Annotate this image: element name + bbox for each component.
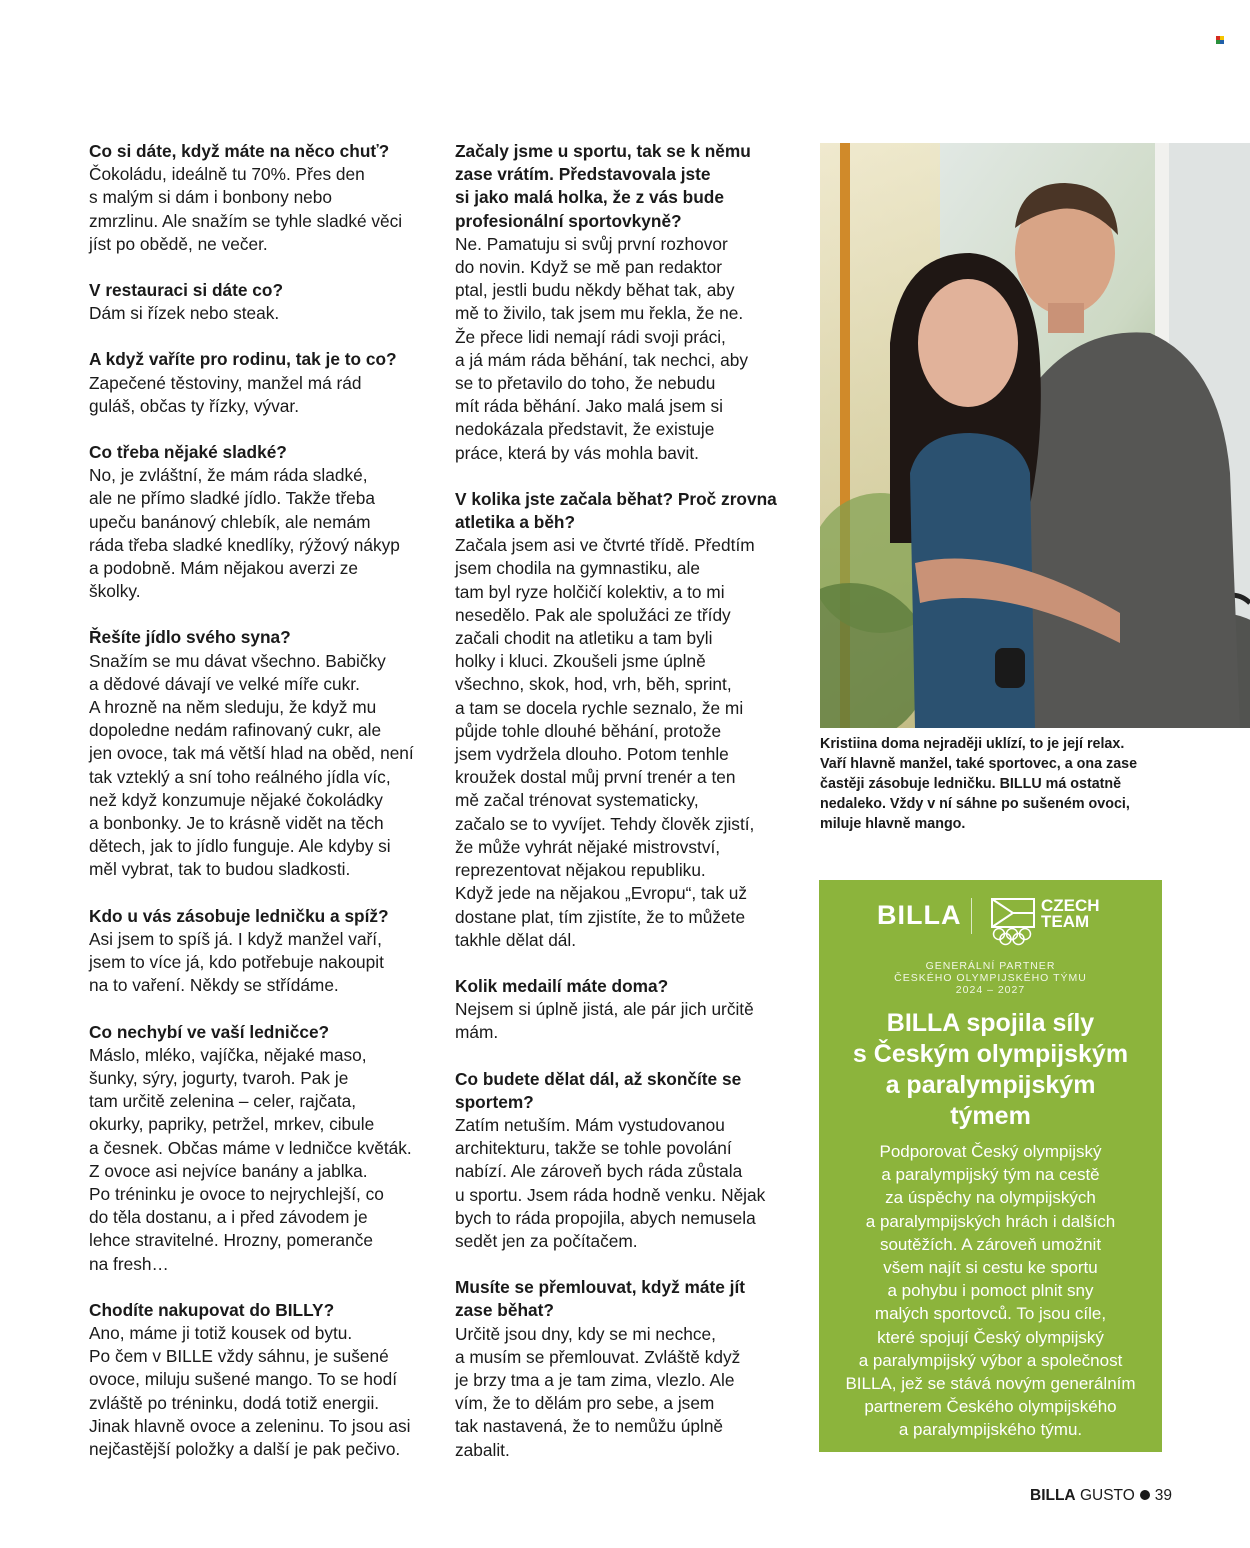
answer-line: dopoledne nedám rafinovaný cukr, ale xyxy=(89,720,382,741)
answer-line: mě začal trénovat systematicky, xyxy=(455,790,699,811)
question-line: si jako malá holka, že z vás bude xyxy=(455,187,724,208)
answer-line: a česnek. Občas máme v ledničce květák. xyxy=(89,1137,412,1158)
answer-line: do těla dostanu, a i před závodem je xyxy=(89,1207,368,1228)
promo-body-line: a paralympijský výbor a společnost xyxy=(858,1350,1123,1370)
answer-line: půjde tohle dlouhé běhání, protože xyxy=(455,720,722,741)
answer-line: Nejsem si úplně jistá, ale pár jich určitě xyxy=(455,999,754,1020)
answer-line: Určitě jsou dny, kdy se mi nechce, xyxy=(455,1323,716,1344)
promo-title-line: BILLA spojila síly xyxy=(886,1009,1095,1037)
answer-line: reprezentovat nějakou republiku. xyxy=(455,860,706,881)
promo-body-line: a paralympijského týmu. xyxy=(898,1420,1083,1440)
question: Co nechybí ve vaší ledničce? xyxy=(89,1021,330,1042)
promo-title-line: a paralympijským xyxy=(885,1071,1096,1099)
answer-line: kroužek dostal můj první trenér a ten xyxy=(455,767,736,788)
answer-line: holky i kluci. Zkoušeli jsme úplně xyxy=(455,651,706,672)
answer-line: a tam se docela rychle seznalo, že mi xyxy=(455,697,744,718)
answer-line: Asi jsem to spíš já. I když manžel vaří, xyxy=(89,928,382,949)
answer-line: mě to živilo, tak jsem mu řekla, že ne. xyxy=(455,303,744,324)
answer-line: Že přece lidi nemají rádi svoji práci, xyxy=(455,326,726,347)
billa-czech-team-promo-box xyxy=(819,880,1162,1452)
promo-body-line: partnerem Českého olympijského xyxy=(864,1397,1117,1417)
answer-line: jen ovoce, tak má větší hlad na oběd, není xyxy=(89,743,414,764)
answer-line: vím, že to dělám pro sebe, a jsem xyxy=(455,1393,715,1414)
answer-line: ale ne přímo sladké jídlo. Takže třeba xyxy=(89,488,375,509)
answer-line: a dědové dávají ve velké míře cukr. xyxy=(89,673,360,694)
answer-line: architekturu, takže se tohle povolání xyxy=(455,1138,732,1159)
question-line: Co budete dělat dál, až skončíte se xyxy=(455,1068,742,1089)
footer-dot-icon xyxy=(1140,1490,1150,1500)
page-footer xyxy=(1030,1486,1172,1506)
answer-line: mít ráda běhání. Jako malá jsem si xyxy=(455,396,723,417)
answer-line: ráda třeba sladké knedlíky, rýžový nákyp xyxy=(89,534,400,555)
corner-mark xyxy=(1216,31,1224,39)
answer-line: zmrzlinu. Ale snažím se tyhle sladké věci xyxy=(89,210,403,231)
question: A když vaříte pro rodinu, tak je to co? xyxy=(89,349,397,370)
answer-line: lehce stravitelné. Hrozny, pomeranče xyxy=(89,1230,373,1251)
qa-block xyxy=(89,1299,424,1461)
qa-block xyxy=(89,1021,424,1276)
answer-line: sedět jen za počítačem. xyxy=(455,1230,638,1251)
answer-line: začalo se to vyvíjet. Tehdy člověk zjistí, xyxy=(455,813,755,834)
czech-flag-icon xyxy=(991,898,1035,928)
answer-line: začali chodit na atletiku a tam byli xyxy=(455,628,713,649)
promo-body-line: a paralympijských hrách i dalších xyxy=(865,1211,1116,1231)
answer-line: dětech, jak to jídlo funguje. Ale kdyby si xyxy=(89,836,391,857)
answer-line: ptal, jestli budu někdy běhat tak, aby xyxy=(455,280,735,301)
answer-line: tam určitě zelenina – celer, rajčata, xyxy=(89,1091,357,1112)
answer-line: a bonbonky. Je to krásně vidět na těch xyxy=(89,813,384,834)
answer-line: nabízí. Ale zároveň bych ráda zůstala xyxy=(455,1161,743,1182)
qa-block xyxy=(455,1276,800,1462)
middle-interview-column xyxy=(455,140,800,1485)
answer-line: jsem to více já, kdo potřebuje nakoupit xyxy=(89,952,384,973)
answer-line: Po čem v BILLE vždy sáhnu, je sušené xyxy=(89,1346,389,1367)
promo-body-line: a pohybu i pomoct plnit sny xyxy=(887,1281,1094,1301)
answer-line: s malým si dám i bonbony nebo xyxy=(89,187,333,208)
question-line: atletika a běh? xyxy=(455,512,576,533)
answer-line: Zatím netuším. Mám vystudovanou xyxy=(455,1114,725,1135)
qa-block xyxy=(89,626,424,881)
answer-line: upeču banánový chlebík, ale nemám xyxy=(89,511,371,532)
answer-line: nedokázala představit, že existuje xyxy=(455,419,715,440)
caption-line: nedaleko. Vždy v ní sáhne po sušeném ovoci, xyxy=(820,796,1130,812)
answer-line: bych to ráda propojila, abych nemusela xyxy=(455,1207,756,1228)
photo-caption xyxy=(820,734,1160,834)
answer-line: jíst po obědě, ne večer. xyxy=(89,233,268,254)
answer-line: dostane plat, tím zjistíte, že to můžete xyxy=(455,906,746,927)
caption-line: častěji zásobuje ledničku. BILLU má ostatně xyxy=(820,776,1122,792)
logo-separator xyxy=(971,898,972,934)
olympic-rings-icon xyxy=(992,928,1032,946)
qa-block xyxy=(89,441,424,603)
partner-line: GENERÁLNÍ PARTNER xyxy=(925,960,1056,972)
promo-body-line: všem najít si cestu ke sportu xyxy=(883,1258,1098,1278)
answer-line: tak vzteklý a sní toho reálného jídla víc, xyxy=(89,766,391,787)
general-partner-text xyxy=(839,960,1142,996)
answer-line: Když jede na nějakou „Evropu“, tak už xyxy=(455,883,748,904)
answer-line: tak nastavená, že to nemůžu úplně xyxy=(455,1416,724,1437)
partner-line: ČESKÉHO OLYMPIJSKÉHO TÝMU xyxy=(894,972,1087,984)
czech-team-wordmark xyxy=(1041,898,1100,930)
question: Co třeba nějaké sladké? xyxy=(89,442,287,463)
answer-line: Dám si řízek nebo steak. xyxy=(89,303,280,324)
caption-line: Vaří hlavně manžel, také sportovec, a ona zase xyxy=(820,756,1138,772)
answer-line: u sportu. Jsem ráda hodně venku. Nějak xyxy=(455,1184,766,1205)
couple-photo xyxy=(820,143,1250,728)
answer-line: jsem chodila na gymnastiku, ale xyxy=(455,558,700,579)
question: Co si dáte, když máte na něco chuť? xyxy=(89,141,390,161)
answer-line: zabalit. xyxy=(455,1439,510,1460)
answer-line: šunky, sýry, jogurty, tvaroh. Pak je xyxy=(89,1067,349,1088)
answer-line: se to přetavilo do toho, že nebudu xyxy=(455,373,716,394)
promo-body-line: za úspěchy na olympijských xyxy=(885,1188,1096,1208)
answer-line: zvláště po tréninku, dodá totiž energii. xyxy=(89,1392,380,1413)
answer-line: A hrozně na něm sleduju, že když mu xyxy=(89,697,377,718)
promo-title-line: s Českým olympijským xyxy=(852,1040,1129,1068)
answer-line: Máslo, mléko, vajíčka, nějaké maso, xyxy=(89,1044,367,1065)
answer-line: Ano, máme ji totiž kousek od bytu. xyxy=(89,1322,353,1343)
qa-block xyxy=(455,488,800,952)
answer-line: No, je zvláštní, že mám ráda sladké, xyxy=(89,465,368,486)
left-interview-column xyxy=(89,140,424,1484)
question-line: profesionální sportovkyně? xyxy=(455,210,682,231)
answer-line: a já mám ráda běhání, tak nechci, aby xyxy=(455,349,748,370)
question-line: zase běhat? xyxy=(455,1300,554,1321)
qa-block xyxy=(455,1068,800,1254)
answer-line: že může vyhrát nějaké mistrovství, xyxy=(455,836,721,857)
answer-line: a musím se přemlouvat. Zvláště když xyxy=(455,1346,741,1367)
answer-line: guláš, občas ty řízky, vývar. xyxy=(89,395,300,416)
question: Kdo u vás zásobuje ledničku a spíž? xyxy=(89,905,389,926)
caption-line: Kristiina doma nejraději uklízí, to je její relax. xyxy=(820,736,1125,752)
page-number: 39 xyxy=(1154,1487,1173,1504)
answer-line: Jinak hlavně ovoce a zeleninu. To jsou asi xyxy=(89,1415,411,1436)
question-line: sportem? xyxy=(455,1091,534,1112)
question-line: Musíte se přemlouvat, když máte jít xyxy=(455,1277,746,1298)
answer-line: tam byl ryze holčičí kolektiv, a to mi xyxy=(455,581,725,602)
qa-block xyxy=(89,905,424,998)
answer-line: Po tréninku je ovoce to nejrychlejší, co xyxy=(89,1183,384,1204)
answer-line: Začala jsem asi ve čtvrté třídě. Předtím xyxy=(455,535,755,556)
answer-line: ovoce, miluju sušené mango. To se hodí xyxy=(89,1369,398,1390)
answer-line: všechno, skok, hod, vrh, běh, sprint, xyxy=(455,674,732,695)
answer-line: na to vaření. Někdy se střídáme. xyxy=(89,975,339,996)
answer-line: Čokoládu, ideálně tu 70%. Přes den xyxy=(89,164,365,185)
answer-line: nejčastější položky a další je pak pečivo. xyxy=(89,1438,401,1459)
question-line: Začaly jsme u sportu, tak se k němu xyxy=(455,141,751,161)
promo-body-line: soutěžích. A zároveň umožnit xyxy=(879,1234,1102,1254)
answer-line: nesedělo. Pak ale spolužáci ze třídy xyxy=(455,604,731,625)
answer-line: než když konzumuje nějaké čokoládky xyxy=(89,789,383,810)
answer-line: Z ovoce asi nejvíce banány a jablka. xyxy=(89,1160,368,1181)
answer-line: mám. xyxy=(455,1022,499,1043)
answer-line: takhle dělat dál. xyxy=(455,929,577,950)
answer-line: do novin. Když se mě pan redaktor xyxy=(455,257,723,278)
answer-line: školky. xyxy=(89,581,141,602)
promo-title-line: týmem xyxy=(950,1102,1031,1130)
answer-line: měl vybrat, tak to budou sladkosti. xyxy=(89,859,351,880)
promo-body-line: které spojují Český olympijský xyxy=(877,1327,1104,1347)
promo-title xyxy=(829,1008,1152,1132)
footer-magazine: GUSTO xyxy=(1079,1487,1135,1504)
question: Řešíte jídlo svého syna? xyxy=(89,627,291,648)
promo-body-line: malých sportovců. To jsou cíle, xyxy=(874,1304,1107,1324)
question: V restauraci si dáte co? xyxy=(89,280,284,301)
footer-brand: BILLA xyxy=(1030,1487,1076,1504)
answer-line: práce, která by vás mohla bavit. xyxy=(455,442,699,463)
question: Chodíte nakupovat do BILLY? xyxy=(89,1299,335,1320)
czech-team-line: CZECH xyxy=(1041,896,1100,915)
answer-line: a podobně. Mám nějakou averzi ze xyxy=(89,558,358,579)
caption-line: miluje hlavně mango. xyxy=(820,816,966,832)
answer-line: Ne. Pamatuju si svůj první rozhovor xyxy=(455,233,728,254)
answer-line: Zapečené těstoviny, manžel má rád xyxy=(89,372,362,393)
promo-body xyxy=(833,1140,1148,1442)
partner-line: 2024 – 2027 xyxy=(955,984,1026,996)
question-line: zase vrátím. Představovala jste xyxy=(455,164,711,185)
answer-line: Snažím se mu dávat všechno. Babičky xyxy=(89,650,386,671)
promo-body-line: a paralympijský tým na cestě xyxy=(881,1165,1100,1185)
qa-block xyxy=(89,348,424,418)
promo-body-line: Podporovat Český olympijský xyxy=(879,1142,1102,1161)
answer-line: okurky, papriky, petržel, mrkev, cibule xyxy=(89,1114,375,1135)
question-line: V kolika jste začala běhat? Proč zrovna xyxy=(455,488,777,509)
czech-team-line: TEAM xyxy=(1041,912,1090,931)
promo-body-line: BILLA, jež se stává novým generálním xyxy=(845,1374,1136,1394)
qa-block xyxy=(89,140,424,256)
question-line: Kolik medailí máte doma? xyxy=(455,975,669,996)
qa-block xyxy=(455,975,800,1045)
qa-block xyxy=(455,140,800,465)
answer-line: jsem vydržela dlouho. Potom tenhle xyxy=(455,744,729,765)
qa-block xyxy=(89,279,424,325)
answer-line: na fresh… xyxy=(89,1253,169,1274)
billa-logo: BILLA xyxy=(877,900,962,930)
partner-logos xyxy=(819,896,1162,956)
answer-line: je brzy tma a je tam zima, vlezlo. Ale xyxy=(455,1369,735,1390)
